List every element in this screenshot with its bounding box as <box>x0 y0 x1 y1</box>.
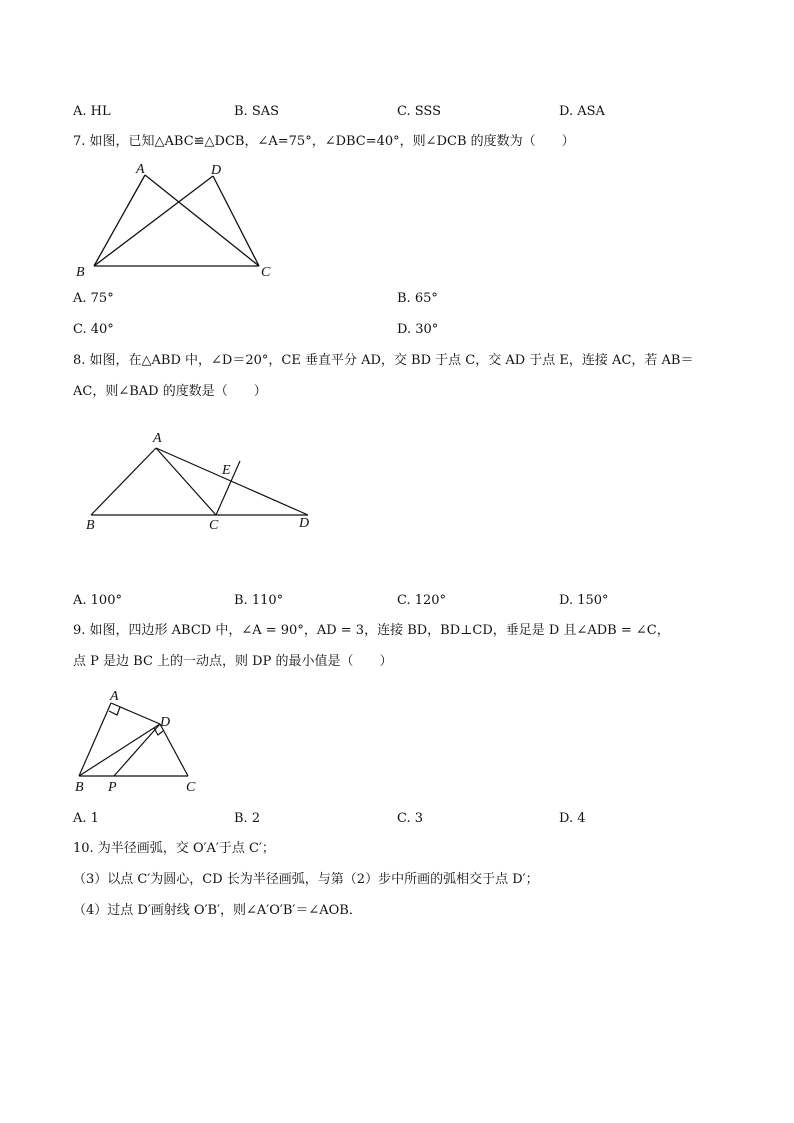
q8-line-ac <box>156 448 216 515</box>
q8-option-d[interactable]: D. 150° <box>559 593 609 608</box>
q9-label-a: A <box>110 689 119 704</box>
q7-line-ba <box>94 175 145 266</box>
q7-label-b: B <box>76 265 85 280</box>
q9-label-p: P <box>108 780 117 795</box>
q6-option-d[interactable]: D. ASA <box>559 104 605 119</box>
q8-option-c[interactable]: C. 120° <box>397 593 447 608</box>
q9-stem-line1: 9. 如图，四边形 ABCD 中，∠A = 90°，AD = 3，连接 BD，BD⊥CD，垂足是 D 且∠ADB = ∠C， <box>73 623 670 638</box>
q8-figure <box>80 428 330 538</box>
q7-option-a[interactable]: A. 75° <box>73 291 114 306</box>
q6-option-a[interactable]: A. HL <box>73 104 111 119</box>
q7-label-d: D <box>211 163 222 178</box>
q9-label-d: D <box>160 715 171 730</box>
q8-option-b[interactable]: B. 110° <box>234 593 284 608</box>
q9-line-dc <box>160 724 188 776</box>
q8-label-d: D <box>299 516 310 531</box>
q8-line-ad <box>156 448 308 515</box>
q9-option-b[interactable]: B. 2 <box>234 811 261 826</box>
q8-label-c: C <box>209 518 219 533</box>
q9-right-angle-a <box>109 707 120 715</box>
q9-line-dp <box>114 724 160 776</box>
q8-label-b: B <box>86 518 95 533</box>
q7-option-d[interactable]: D. 30° <box>397 322 439 337</box>
q9-label-c: C <box>186 780 196 795</box>
q9-option-a[interactable]: A. 1 <box>73 811 99 826</box>
q9-option-c[interactable]: C. 3 <box>397 811 424 826</box>
q7-label-a: A <box>136 162 145 177</box>
q8-label-e: E <box>222 463 231 478</box>
q9-option-d[interactable]: D. 4 <box>559 811 586 826</box>
q7-label-c: C <box>261 265 271 280</box>
q6-option-c[interactable]: C. SSS <box>397 104 442 119</box>
q9-line-ad <box>111 703 160 724</box>
q7-option-b[interactable]: B. 65° <box>397 291 438 306</box>
q7-line-dc <box>213 176 259 266</box>
q7-line-ac <box>145 175 259 266</box>
q7-option-c[interactable]: C. 40° <box>73 322 114 337</box>
q9-figure <box>70 686 210 798</box>
q8-option-a[interactable]: A. 100° <box>73 593 122 608</box>
q10-line2: （3）以点 C′为圆心，CD 长为半径画弧，与第（2）步中所画的弧相交于点 D′； <box>73 872 539 887</box>
q7-figure <box>70 158 280 283</box>
q9-stem-line2: 点 P 是边 BC 上的一动点，则 DP 的最小值是（ ） <box>73 654 393 669</box>
q9-label-b: B <box>75 780 84 795</box>
q8-stem-line1: 8. 如图，在△ABD 中，∠D＝20°，CE 垂直平分 AD，交 BD 于点 C，交 AD 于点 E，连接 AC，若 AB＝ <box>73 353 694 368</box>
q8-label-a: A <box>153 431 162 446</box>
q9-line-bd <box>79 724 160 776</box>
q7-line-bd <box>94 176 213 266</box>
q10-line3: （4）过点 D′画射线 O′B′，则∠A′O′B′＝∠AOB． <box>73 903 362 918</box>
q8-stem-line2: AC，则∠BAD 的度数是（ ） <box>73 384 267 399</box>
q8-line-ab <box>91 448 156 515</box>
q10-line1: 10. 为半径画弧，交 O′A′于点 C′； <box>73 841 275 856</box>
q6-option-b[interactable]: B. SAS <box>234 104 280 119</box>
q7-stem: 7. 如图，已知△ABC≌△DCB，∠A=75°，∠DBC=40°，则∠DCB 的度数为（ ） <box>73 134 575 149</box>
